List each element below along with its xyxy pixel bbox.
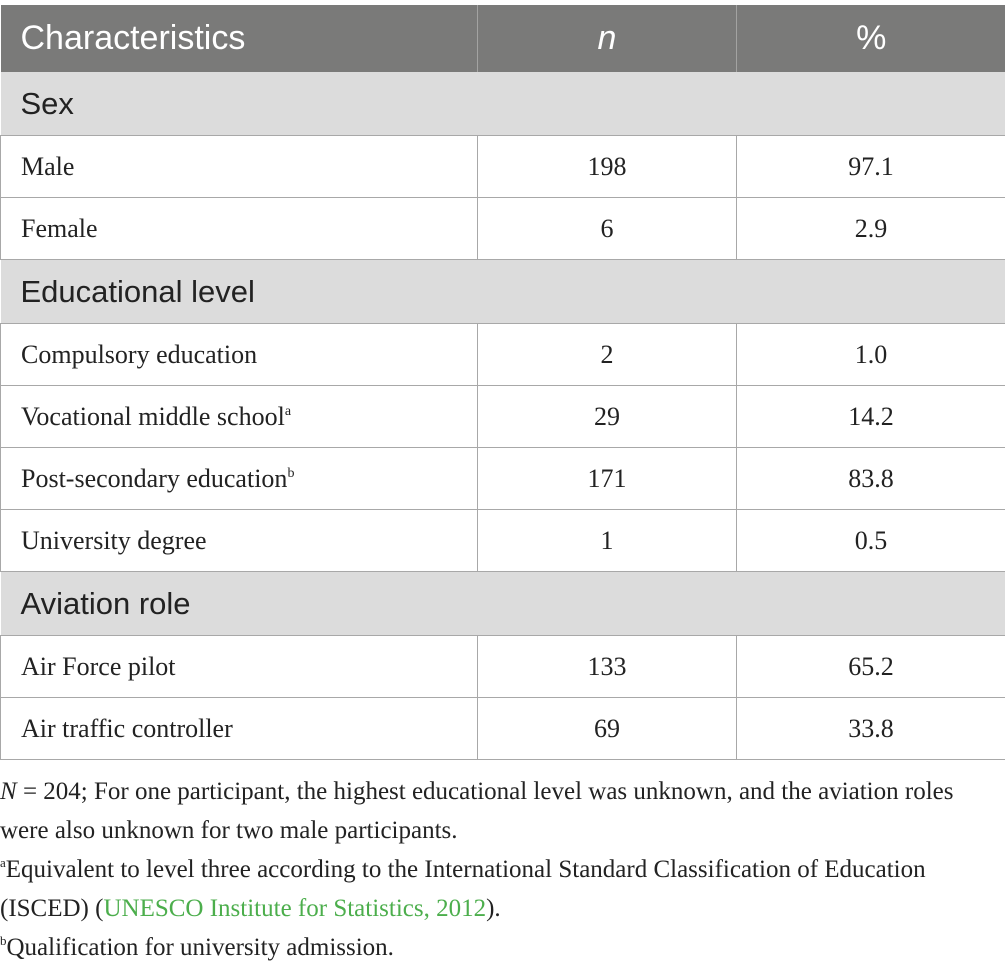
citation-link[interactable]: UNESCO Institute for Statistics, 2012: [103, 895, 486, 922]
table-row: [1, 510, 1005, 572]
row-percent: 0.5: [737, 510, 1005, 572]
table-row: [1, 324, 1005, 386]
row-n: 133: [478, 636, 737, 698]
row-n: 198: [478, 136, 737, 198]
table-row: [1, 636, 1005, 698]
row-n: 2: [478, 324, 737, 386]
row-percent: 65.2: [737, 636, 1005, 698]
row-percent: 14.2: [737, 386, 1005, 448]
row-label: University degree: [1, 510, 478, 572]
table-row: [1, 698, 1005, 760]
table-row: [1, 386, 1005, 448]
row-percent: 1.0: [737, 324, 1005, 386]
section-title: Aviation role: [1, 572, 1005, 636]
header-percent: %: [737, 5, 1005, 72]
row-label: Post-secondary education: [21, 464, 287, 493]
row-label-cell: [1, 448, 478, 510]
note-b: [0, 928, 1000, 967]
row-label-cell: [1, 386, 478, 448]
note-sample-size: [0, 772, 1000, 850]
row-n: 171: [478, 448, 737, 510]
row-n: 6: [478, 198, 737, 260]
section-title: Educational level: [1, 260, 1005, 324]
n-symbol: N: [0, 778, 17, 805]
note-a-end: ).: [486, 895, 501, 922]
note-a: [0, 850, 1000, 928]
table-row: [1, 136, 1005, 198]
footnote-marker: b: [287, 466, 294, 481]
demographics-table: [0, 5, 1005, 760]
footnote-marker-b: b: [0, 933, 7, 948]
note-a-text: Equivalent to level three according to the International Standard Classification of Education (ISCED) (: [0, 856, 926, 922]
section-row-sex: [1, 72, 1005, 136]
table-header-row: [1, 5, 1005, 72]
row-label: Female: [1, 198, 478, 260]
note-b-text: Qualification for university admission.: [7, 934, 394, 961]
section-title: Sex: [1, 72, 1005, 136]
row-n: 1: [478, 510, 737, 572]
row-label: Vocational middle school: [21, 402, 285, 431]
row-percent: 83.8: [737, 448, 1005, 510]
table-footnotes: [0, 772, 1000, 967]
row-n: 29: [478, 386, 737, 448]
row-label: Air Force pilot: [1, 636, 478, 698]
row-percent: 33.8: [737, 698, 1005, 760]
row-percent: 97.1: [737, 136, 1005, 198]
header-n: n: [478, 5, 737, 72]
section-row-education: [1, 260, 1005, 324]
header-characteristics: Characteristics: [1, 5, 478, 72]
table-row: [1, 198, 1005, 260]
row-label: Compulsory education: [1, 324, 478, 386]
row-n: 69: [478, 698, 737, 760]
footnote-marker-a: a: [0, 855, 6, 870]
row-percent: 2.9: [737, 198, 1005, 260]
table-row: [1, 448, 1005, 510]
note-sample-text: = 204; For one participant, the highest educational level was unknown, and the aviation roles were also unknown for two male participants.: [0, 778, 953, 844]
row-label: Male: [1, 136, 478, 198]
section-row-aviation-role: [1, 572, 1005, 636]
row-label: Air traffic controller: [1, 698, 478, 760]
footnote-marker: a: [285, 404, 291, 419]
